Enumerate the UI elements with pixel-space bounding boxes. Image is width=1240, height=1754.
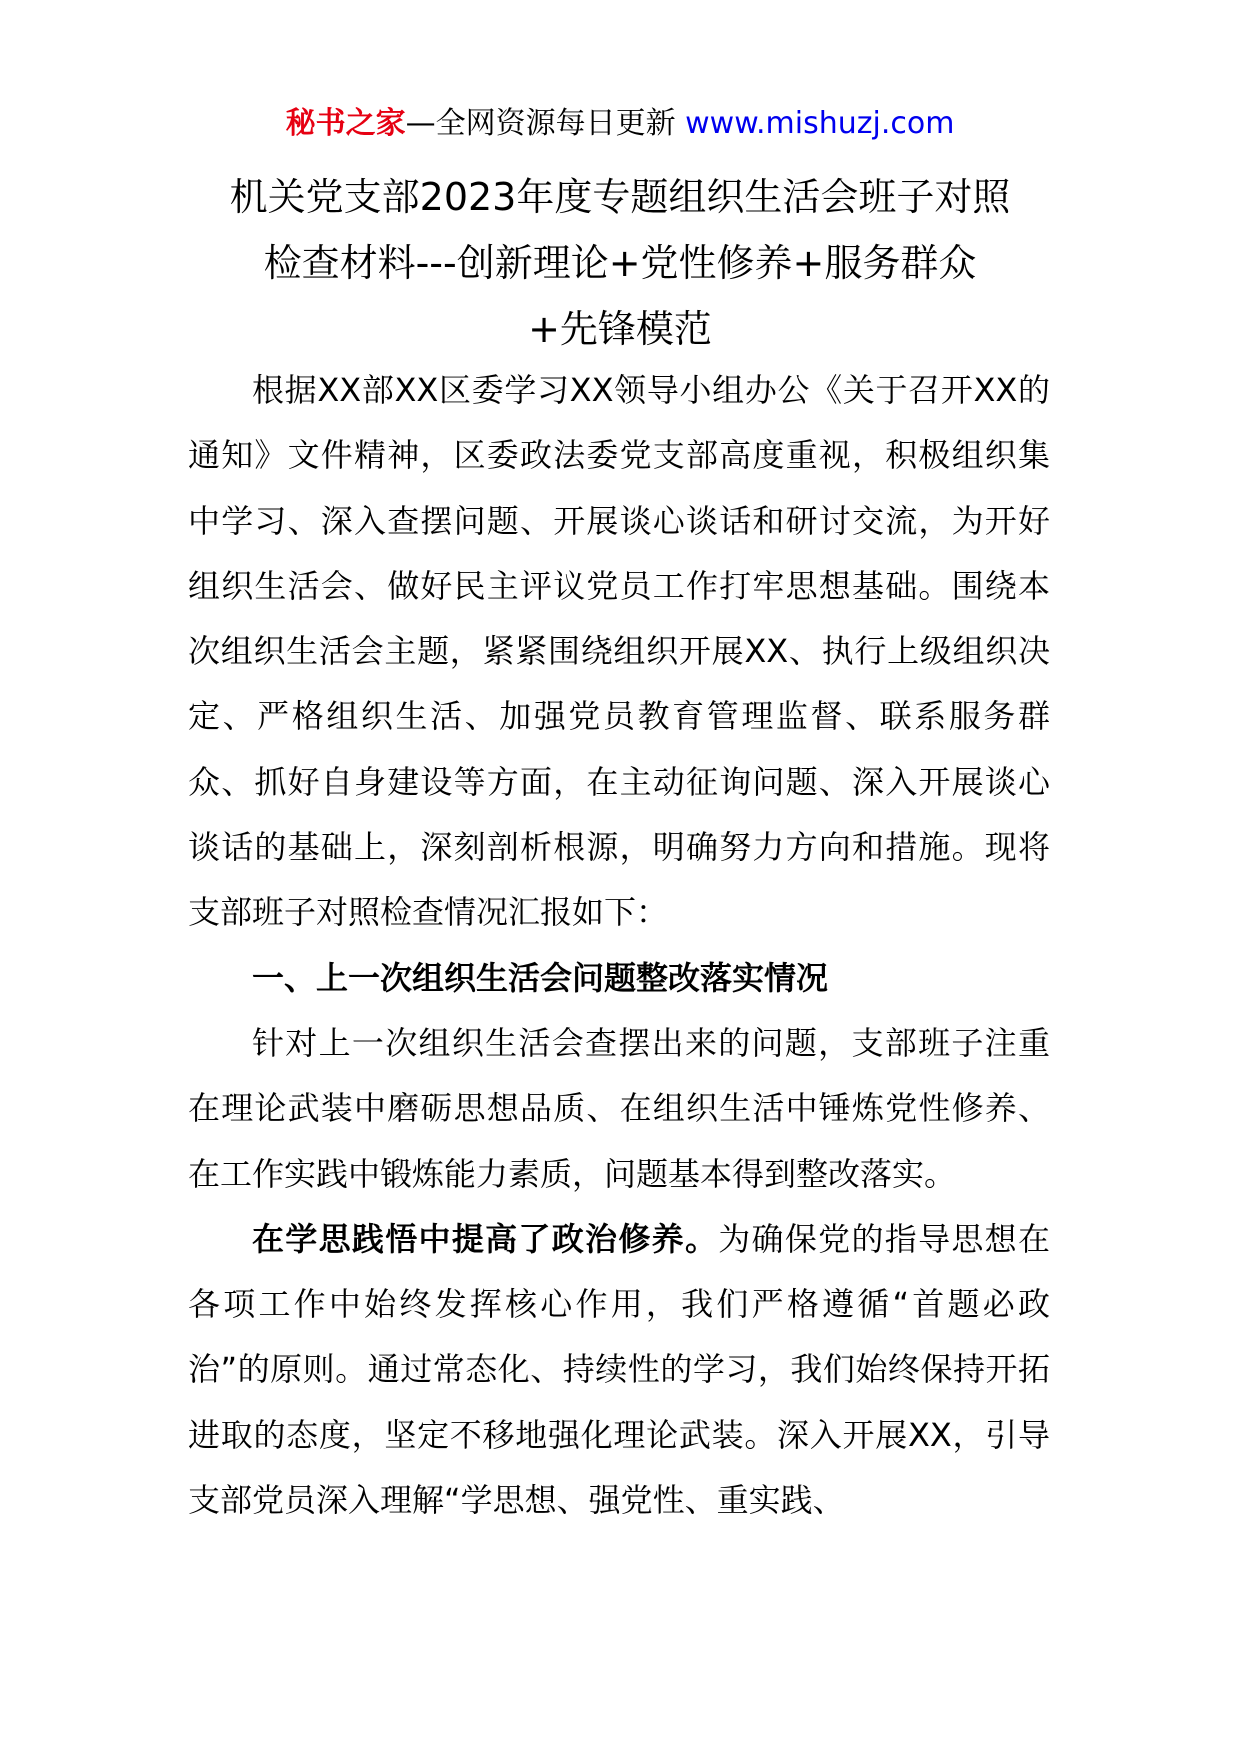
site-name: 秘书之家 — [285, 106, 406, 141]
title-line-1: 机关党支部2023年度专题组织生活会班子对照 — [229, 175, 1011, 219]
section-1-paragraph: 针对上一次组织生活会查摆出来的问题，支部班子注重在理论武装中磨砺思想品质、在组织生活中锤炼党性修养、在工作实践中锻炼能力素质，问题基本得到整改落实。 — [188, 1023, 1050, 1193]
title-line-3: +先锋模范 — [528, 307, 712, 351]
document-body — [188, 358, 1050, 1533]
point-1-paragraph — [188, 1207, 1050, 1533]
point-1-lead: 在学思践悟中提高了政治修养。 — [252, 1219, 719, 1258]
site-header — [0, 104, 1240, 144]
point-1-text: 为确保党的指导思想在各项工作中始终发挥核心作用，我们严格遵循“首题必政治”的原则。通过常态化、持续性的学习，我们始终保持开拓进取的态度，坚定不移地强化理论武装。深入开展XX，引导支部党员深入理解“学思想、强党性、重实践、 — [188, 1219, 1050, 1520]
site-url-link[interactable]: www.mishuzj.com — [685, 106, 955, 141]
document-title — [186, 164, 1054, 362]
title-line-2: 检查材料---创新理论+党性修养+服务群众 — [263, 241, 977, 285]
section-1-heading: 一、上一次组织生活会问题整改落实情况 — [252, 958, 829, 997]
site-tagline: —全网资源每日更新 — [405, 106, 676, 141]
intro-paragraph: 根据XX部XX区委学习XX领导小组办公《关于召开XX的通知》文件精神，区委政法委党支部高度重视，积极组织集中学习、深入查摆问题、开展谈心谈话和研讨交流，为开好组织生活会、做好民主评议党员工作打牢思想基础。围绕本次组织生活会主题，紧紧围绕组织开展XX、执行上级组织决定、严格组织生活、加强党员教育管理监督、联系服务群众、抓好自身建设等方面，在主动征询问题、深入开展谈心谈话的基础上，深刻剖析根源，明确努力方向和措施。现将支部班子对照检查情况汇报如下： — [188, 371, 1050, 932]
